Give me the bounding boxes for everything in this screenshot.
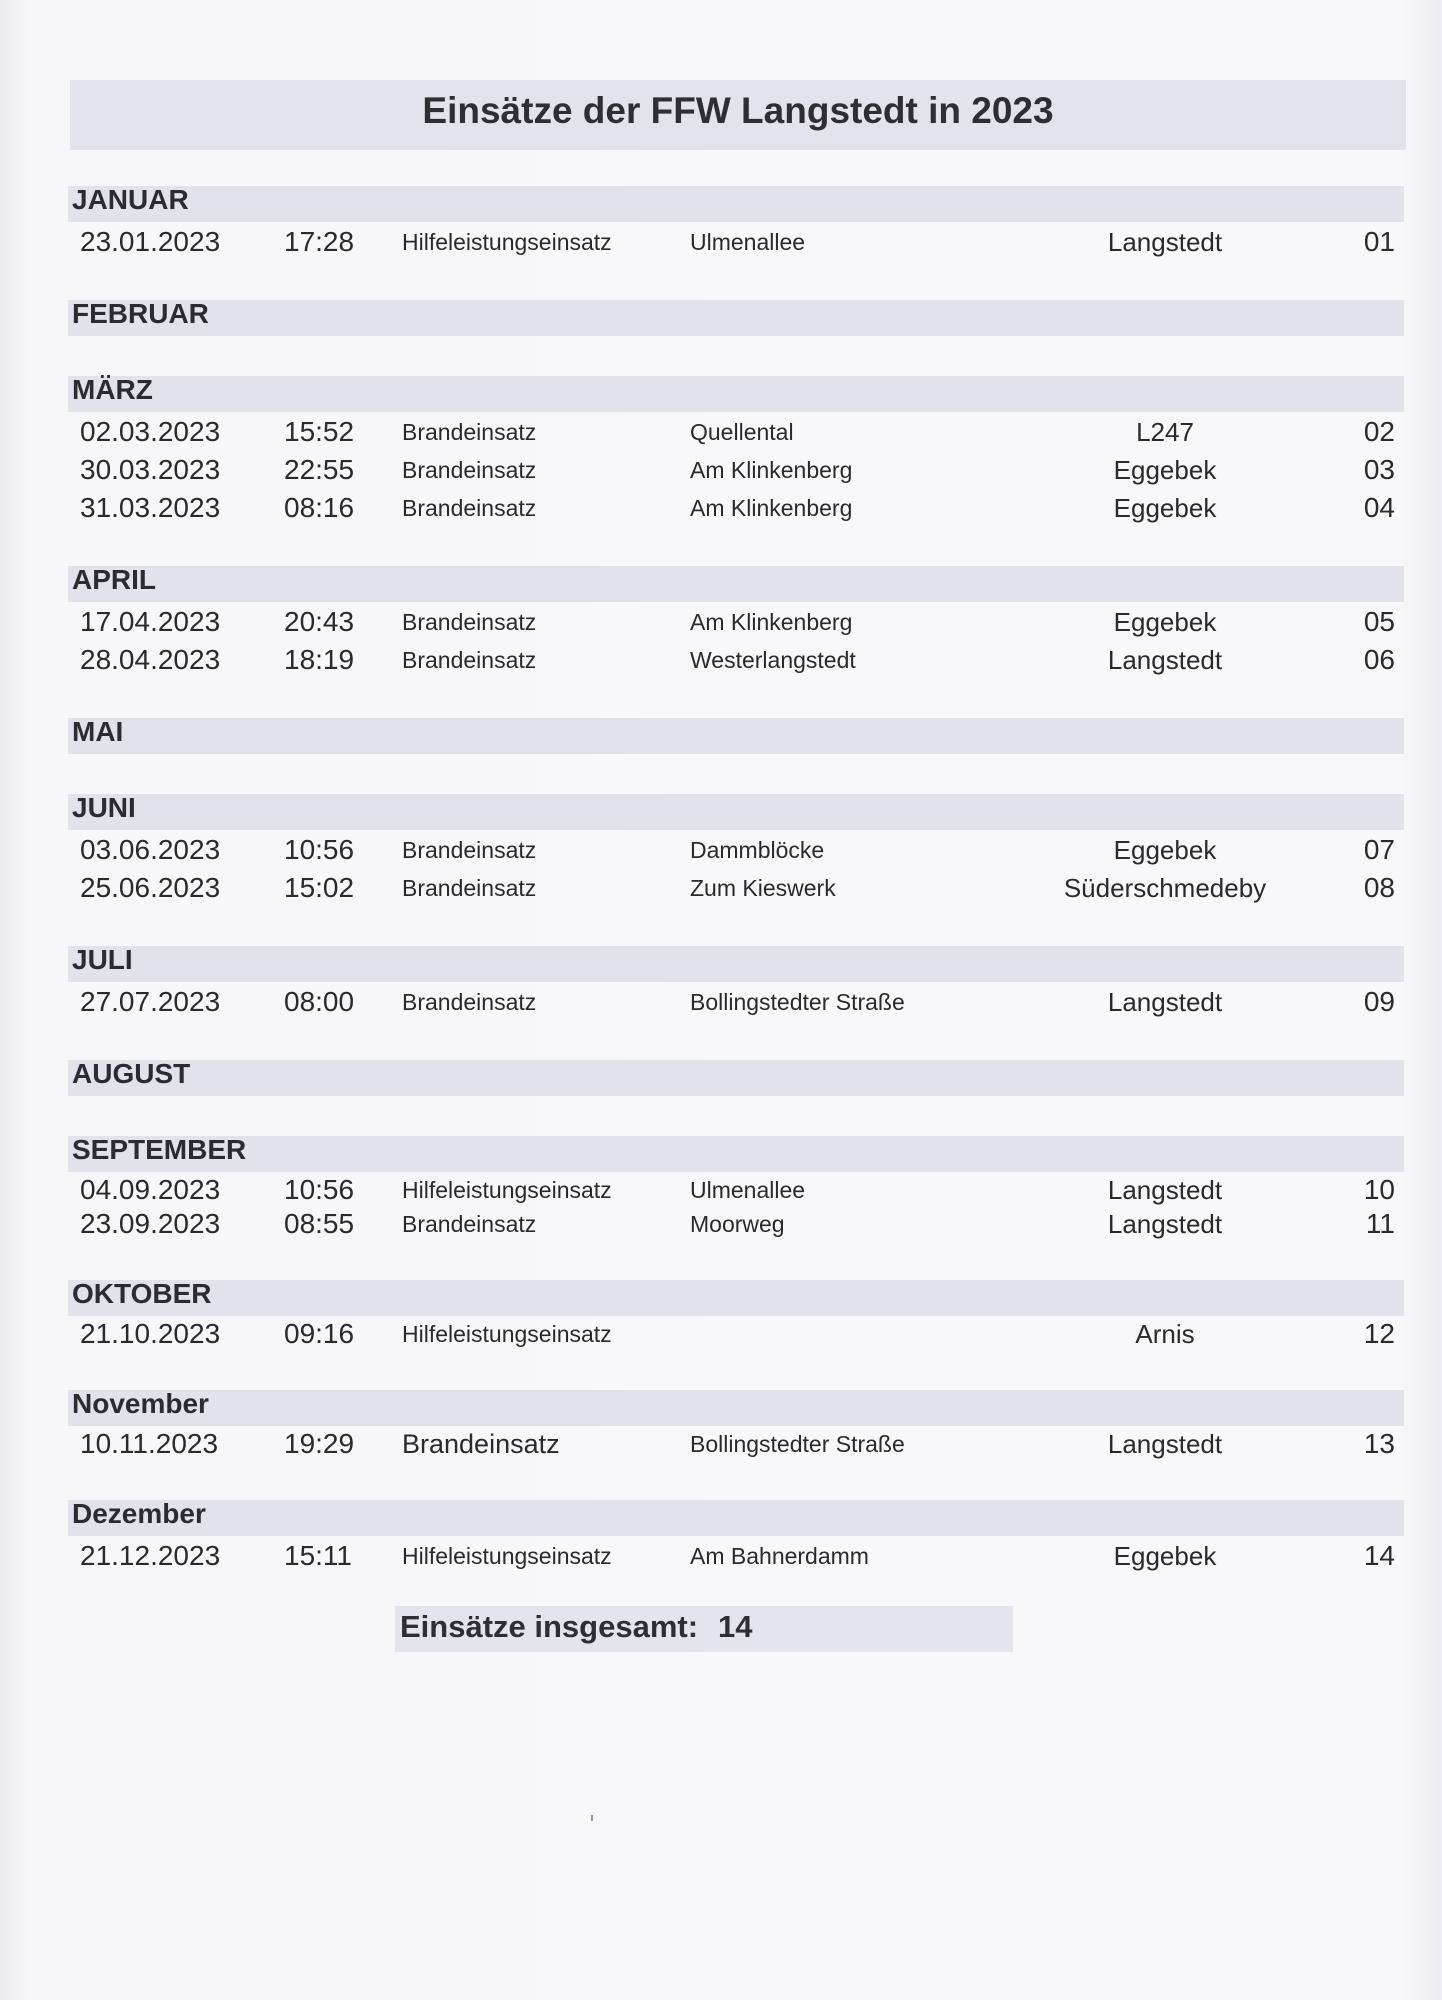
page-title: Einsätze der FFW Langstedt in 2023 <box>422 90 1054 131</box>
row-type: Hilfeleistungseinsatz <box>402 229 612 255</box>
row-time: 08:00 <box>284 986 355 1017</box>
row-number: 09 <box>1363 986 1395 1017</box>
month-label-februar: FEBRUAR <box>72 298 209 329</box>
month-label-august: AUGUST <box>72 1058 191 1089</box>
row-time: 19:29 <box>284 1428 355 1459</box>
month-bar-september <box>68 1136 1404 1172</box>
row-number: 07 <box>1363 834 1395 865</box>
month-bar-august <box>68 1060 1404 1096</box>
row-date: 03.06.2023 <box>80 834 221 865</box>
row-number: 04 <box>1363 492 1395 523</box>
row-date: 28.04.2023 <box>80 644 221 675</box>
month-label-mai: MAI <box>72 716 124 747</box>
row-place: L247 <box>1136 417 1194 447</box>
row-time: 17:28 <box>284 226 355 257</box>
row-number: 13 <box>1363 1428 1395 1459</box>
row-time: 15:52 <box>284 416 355 447</box>
month-bar-januar <box>68 186 1404 222</box>
row-street: Moorweg <box>690 1211 785 1237</box>
row-place: Eggebek <box>1113 493 1217 523</box>
row-date: 30.03.2023 <box>80 454 221 485</box>
row-date: 23.09.2023 <box>80 1208 221 1239</box>
table-row <box>0 490 1442 526</box>
row-type: Brandeinsatz <box>402 419 537 445</box>
month-bar-juni <box>68 794 1404 830</box>
row-type: Brandeinsatz <box>402 1211 537 1237</box>
table-row <box>0 1538 1442 1574</box>
row-type: Brandeinsatz <box>402 647 537 673</box>
row-date: 04.09.2023 <box>80 1174 221 1205</box>
month-bar-dezember <box>68 1500 1404 1536</box>
total-label: Einsätze insgesamt: <box>400 1609 699 1644</box>
month-label-november: November <box>72 1388 209 1419</box>
row-number: 02 <box>1363 416 1395 447</box>
row-place: Langstedt <box>1107 987 1223 1017</box>
table-row <box>0 1172 1442 1208</box>
row-type: Hilfeleistungseinsatz <box>402 1321 612 1347</box>
month-bar-november <box>68 1390 1404 1426</box>
row-place: Eggebek <box>1113 835 1217 865</box>
row-place: Eggebek <box>1113 607 1217 637</box>
month-bar-mai <box>68 718 1404 754</box>
row-number: 10 <box>1363 1174 1395 1205</box>
total-line <box>400 1609 753 1645</box>
row-street: Am Bahnerdamm <box>690 1543 869 1569</box>
row-type: Brandeinsatz <box>402 1429 560 1459</box>
month-label-juli: JULI <box>72 944 133 975</box>
row-time: 15:02 <box>284 872 355 903</box>
row-date: 21.10.2023 <box>80 1318 221 1349</box>
row-date: 25.06.2023 <box>80 872 221 903</box>
table-row <box>0 832 1442 868</box>
row-place: Langstedt <box>1107 227 1223 257</box>
row-place: Eggebek <box>1113 1541 1217 1571</box>
month-bar-maerz <box>68 376 1404 412</box>
month-label-januar: JANUAR <box>72 184 189 215</box>
row-type: Brandeinsatz <box>402 875 537 901</box>
table-row <box>0 604 1442 640</box>
table-row <box>0 984 1442 1020</box>
row-number: 05 <box>1363 606 1395 637</box>
row-street: Dammblöcke <box>690 837 825 863</box>
row-street: Westerlangstedt <box>690 647 856 673</box>
month-label-april: APRIL <box>72 564 156 595</box>
row-number: 11 <box>1365 1208 1395 1239</box>
table-row <box>0 1426 1442 1462</box>
row-type: Brandeinsatz <box>402 495 537 521</box>
row-time: 08:16 <box>284 492 355 523</box>
row-time: 18:19 <box>284 644 355 675</box>
row-number: 12 <box>1363 1318 1395 1349</box>
row-date: 27.07.2023 <box>80 986 221 1017</box>
month-label-oktober: OKTOBER <box>72 1278 212 1309</box>
row-type: Brandeinsatz <box>402 609 537 635</box>
table-row <box>0 414 1442 450</box>
row-time: 10:56 <box>284 834 355 865</box>
row-place: Langstedt <box>1107 1209 1223 1239</box>
row-street: Bollingstedter Straße <box>690 1431 905 1457</box>
scan-speck <box>591 1815 593 1821</box>
table-row <box>0 642 1442 678</box>
row-place: Süderschmedeby <box>1063 873 1267 903</box>
row-street: Quellental <box>690 419 794 445</box>
row-place: Langstedt <box>1107 645 1223 675</box>
table-row <box>0 1206 1442 1242</box>
table-row <box>0 870 1442 906</box>
row-number: 06 <box>1363 644 1395 675</box>
row-date: 21.12.2023 <box>80 1540 221 1571</box>
month-bar-februar <box>68 300 1404 336</box>
total-value: 14 <box>718 1609 753 1644</box>
row-date: 17.04.2023 <box>80 606 221 637</box>
row-type: Hilfeleistungseinsatz <box>402 1177 612 1203</box>
row-time: 10:56 <box>284 1174 355 1205</box>
table-row <box>0 452 1442 488</box>
row-time: 20:43 <box>284 606 355 637</box>
row-date: 10.11.2023 <box>80 1428 219 1459</box>
row-time: 08:55 <box>284 1208 355 1239</box>
row-number: 03 <box>1363 454 1395 485</box>
row-street: Am Klinkenberg <box>690 495 853 521</box>
row-place: Eggebek <box>1113 455 1217 485</box>
month-label-juni: JUNI <box>72 792 136 823</box>
row-type: Brandeinsatz <box>402 837 537 863</box>
row-street: Am Klinkenberg <box>690 609 853 635</box>
row-street: Ulmenallee <box>690 1177 806 1203</box>
row-time: 22:55 <box>284 454 355 485</box>
row-date: 31.03.2023 <box>80 492 221 523</box>
row-street: Ulmenallee <box>690 229 806 255</box>
month-label-dezember: Dezember <box>72 1498 206 1529</box>
row-number: 01 <box>1363 226 1395 257</box>
row-time: 15:11 <box>284 1540 352 1571</box>
row-place: Langstedt <box>1107 1175 1223 1205</box>
row-street: Am Klinkenberg <box>690 457 853 483</box>
table-row <box>0 224 1442 260</box>
month-bar-juli <box>68 946 1404 982</box>
row-time: 09:16 <box>284 1318 355 1349</box>
row-type: Hilfeleistungseinsatz <box>402 1543 612 1569</box>
month-bar-april <box>68 566 1404 602</box>
row-date: 02.03.2023 <box>80 416 221 447</box>
row-street: Zum Kieswerk <box>690 875 836 901</box>
row-place: Arnis <box>1135 1319 1195 1349</box>
month-label-september: SEPTEMBER <box>72 1134 247 1165</box>
month-bar-oktober <box>68 1280 1404 1316</box>
table-row <box>0 1316 1442 1352</box>
row-number: 14 <box>1363 1540 1395 1571</box>
row-place: Langstedt <box>1107 1429 1223 1459</box>
row-type: Brandeinsatz <box>402 989 537 1015</box>
month-label-maerz: MÄRZ <box>72 374 153 405</box>
row-date: 23.01.2023 <box>80 226 221 257</box>
row-type: Brandeinsatz <box>402 457 537 483</box>
row-number: 08 <box>1363 872 1395 903</box>
row-street: Bollingstedter Straße <box>690 989 905 1015</box>
